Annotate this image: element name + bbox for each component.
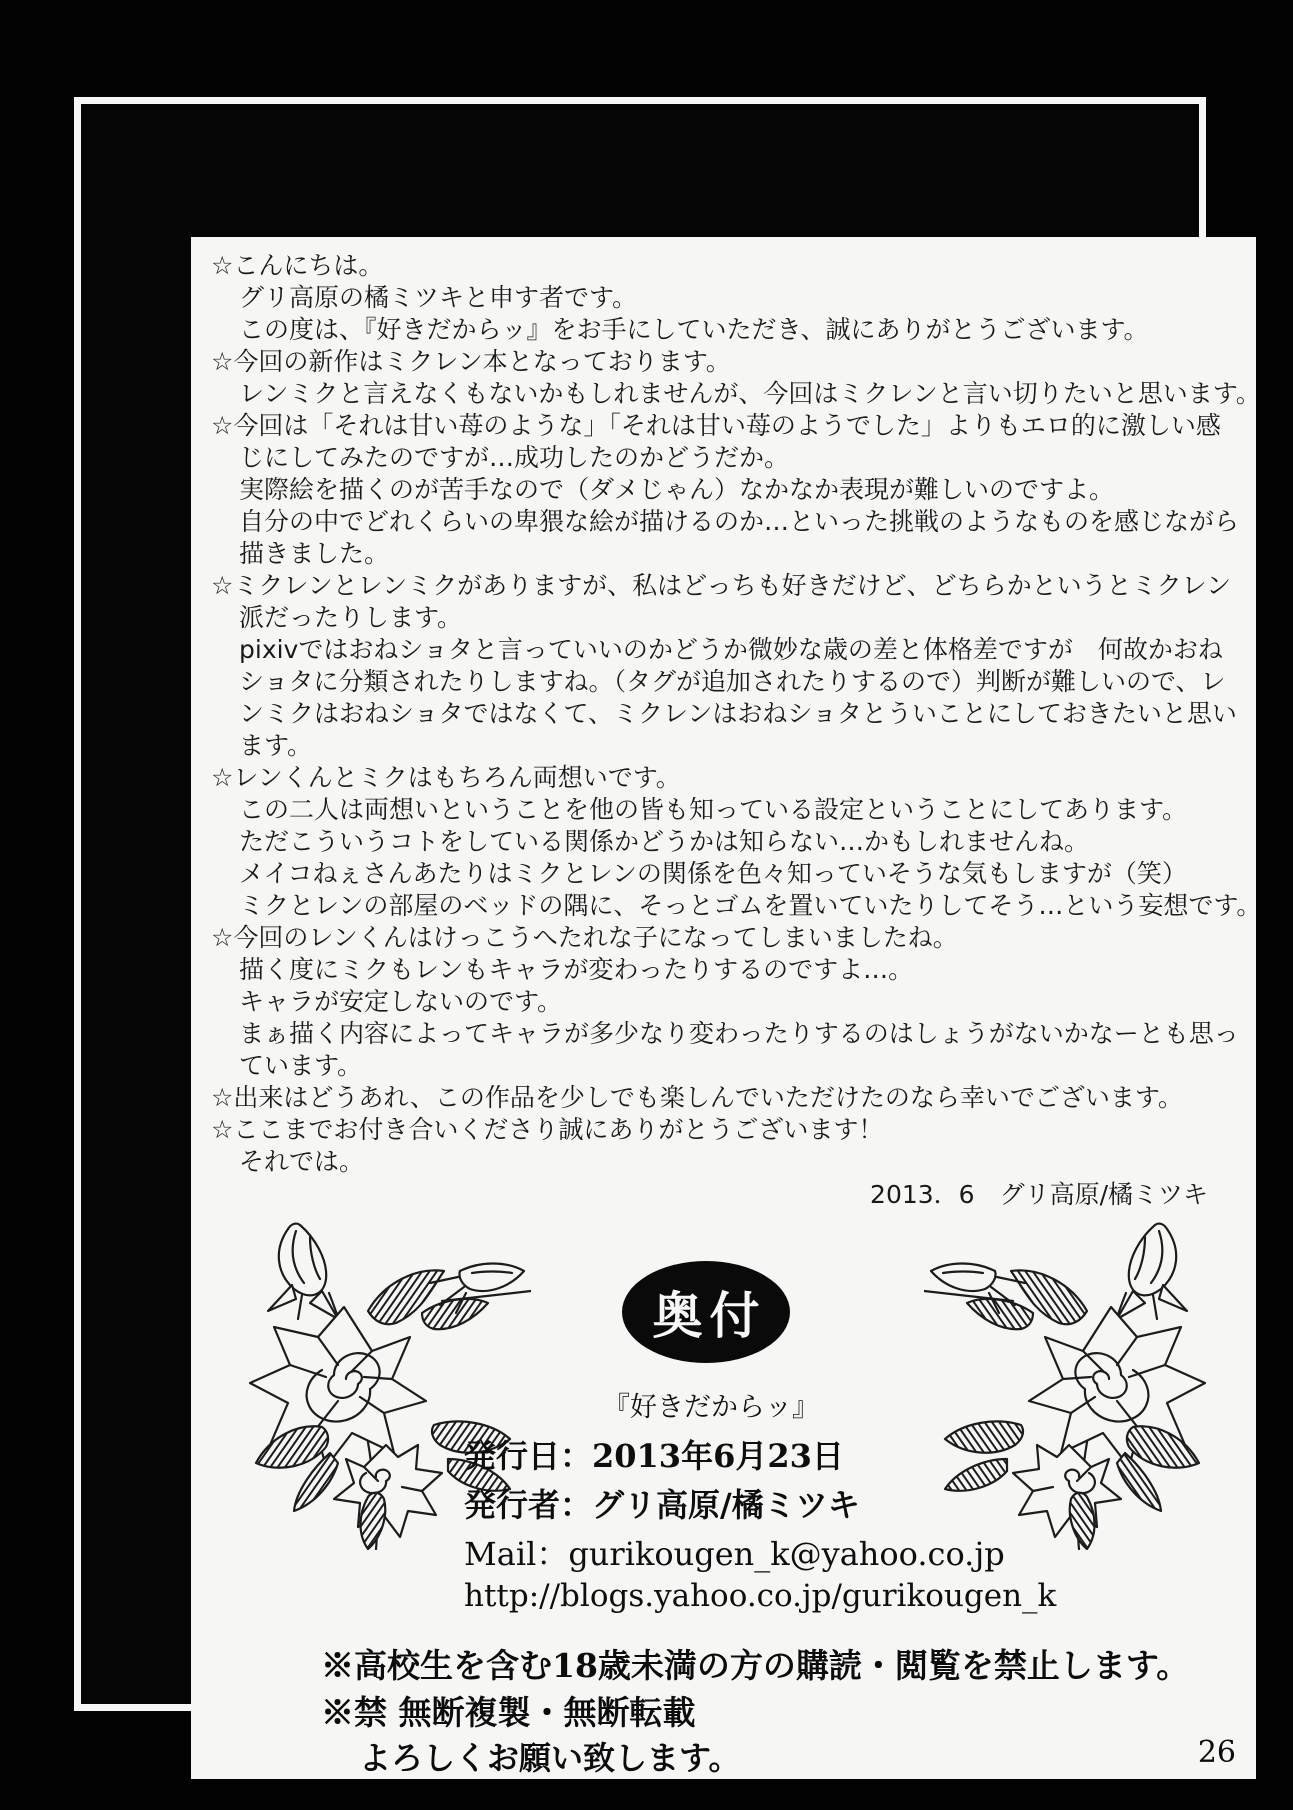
bud-top xyxy=(279,1224,326,1296)
afterword-line: ンミクはおねショタではなくて、ミクレンはおねショタとういことにしておきたいと思い xyxy=(239,699,1237,728)
afterword-line: ☆ミクレンとレンミクがありますが、私はどっちも好きだけど、どちらかというとミクレン xyxy=(211,571,1232,600)
closing-notice: よろしくお願い致します。 xyxy=(359,1739,741,1777)
no-reproduction-notice: ※禁 無断複製・無断転載 xyxy=(321,1693,696,1732)
afterword-line: グリ高原の橘ミツキと申す者です。 xyxy=(239,283,638,312)
paper-area xyxy=(191,237,1262,1779)
afterword-line: メイコねぇさんあたりはミクとレンの関係を色々知っていそうな気もしますが（笑） xyxy=(239,859,1187,888)
age-restriction-notice: ※高校生を含む18歳未満の方の購読・閲覧を禁止します。 xyxy=(321,1646,1190,1685)
publish-date-line: 発行日：2013年6月23日 xyxy=(464,1437,844,1475)
afterword-line: 描く度にミクもレンもキャラが変わったりするのですよ…。 xyxy=(239,955,914,984)
afterword-line: この度は、『好きだからッ』をお手にしていただき、誠にありがとうございます。 xyxy=(239,315,1149,344)
afterword-line: キャラが安定しないのです。 xyxy=(239,987,563,1016)
okuzuke-stamp xyxy=(622,1261,790,1363)
lower-flower-petals xyxy=(334,1445,442,1537)
afterword-line: ています。 xyxy=(239,1051,363,1080)
afterword-line: 派だったりします。 xyxy=(239,603,463,632)
work-title: 『好きだからッ』 xyxy=(603,1392,819,1423)
afterword-line: ます。 xyxy=(239,731,313,760)
blog-url-line: http://blogs.yahoo.co.jp/gurikougen_k xyxy=(464,1578,1057,1614)
mail-line: Mail：gurikougen_k@yahoo.co.jp xyxy=(464,1535,1005,1573)
afterword-line: pixivではおねショタと言っていいのかどうか微妙な歳の差と体格差ですが 何故かおね xyxy=(239,635,1223,664)
afterword-line: レンミクと言えなくもないかもしれませんが、今回はミクレンと言い切りたいと思います。 xyxy=(239,379,1261,408)
bud-side xyxy=(459,1264,524,1291)
afterword-line: ☆今回のレンくんはけっこうへたれな子になってしまいましたね。 xyxy=(211,923,958,952)
signoff-line: 2013．6 グリ高原/橘ミツキ xyxy=(870,1180,1208,1209)
page-frame xyxy=(74,97,1262,1777)
afterword-text-block xyxy=(209,250,1262,1178)
rose-illustration-right xyxy=(924,1215,1229,1550)
afterword-line: ☆レンくんとミクはもちろん両想いです。 xyxy=(211,763,681,792)
afterword-line: この二人は両想いということを他の皆も知っている設定ということにしてあります。 xyxy=(239,795,1188,824)
afterword-line: 描きました。 xyxy=(239,539,390,568)
afterword-line: ☆今回の新作はミクレン本となっております。 xyxy=(211,347,731,376)
afterword-line: それでは。 xyxy=(239,1147,365,1176)
afterword-line: ☆今回は「それは甘い苺のような」「それは甘い苺のようでした」よりもエロ的に激しい感 xyxy=(211,411,1221,440)
afterword-line: まぁ描く内容によってキャラが多少なり変わったりするのはしょうがないかなーとも思っ xyxy=(239,1019,1239,1048)
afterword-line: ミクとレンの部屋のベッドの隅に、そっとゴムを置いていたりしてそう…という妄想です。 xyxy=(239,891,1262,920)
okuzuke-stamp-label: 奥付 xyxy=(652,1286,767,1345)
afterword-line: ☆ここまでお付き合いくださり誠にありがとうございます！ xyxy=(211,1115,884,1144)
afterword-line: ☆こんにちは。 xyxy=(211,251,384,280)
afterword-line: 実際絵を描くのが苦手なので（ダメじゃん）なかなか表現が難しいのですよ。 xyxy=(239,475,1115,504)
publisher-line: 発行者：グリ高原/橘ミツキ xyxy=(464,1486,860,1524)
afterword-line: ☆出来はどうあれ、この作品を少しでも楽しんでいただけたのなら幸いでございます。 xyxy=(211,1083,1183,1112)
afterword-line: じにしてみたのですが…成功したのかどうだか。 xyxy=(239,443,790,472)
page-number: 26 xyxy=(1197,1735,1236,1770)
afterword-line: ショタに分類されたりしますね。（タグが追加されたりするので）判断が難しいので、レ xyxy=(239,667,1226,696)
afterword-line: 自分の中でどれくらいの卑猥な絵が描けるのか…といった挑戦のようなものを感じながら xyxy=(239,507,1240,536)
afterword-line: ただこういうコトをしている関係かどうかは知らない…かもしれませんね。 xyxy=(239,827,1090,856)
